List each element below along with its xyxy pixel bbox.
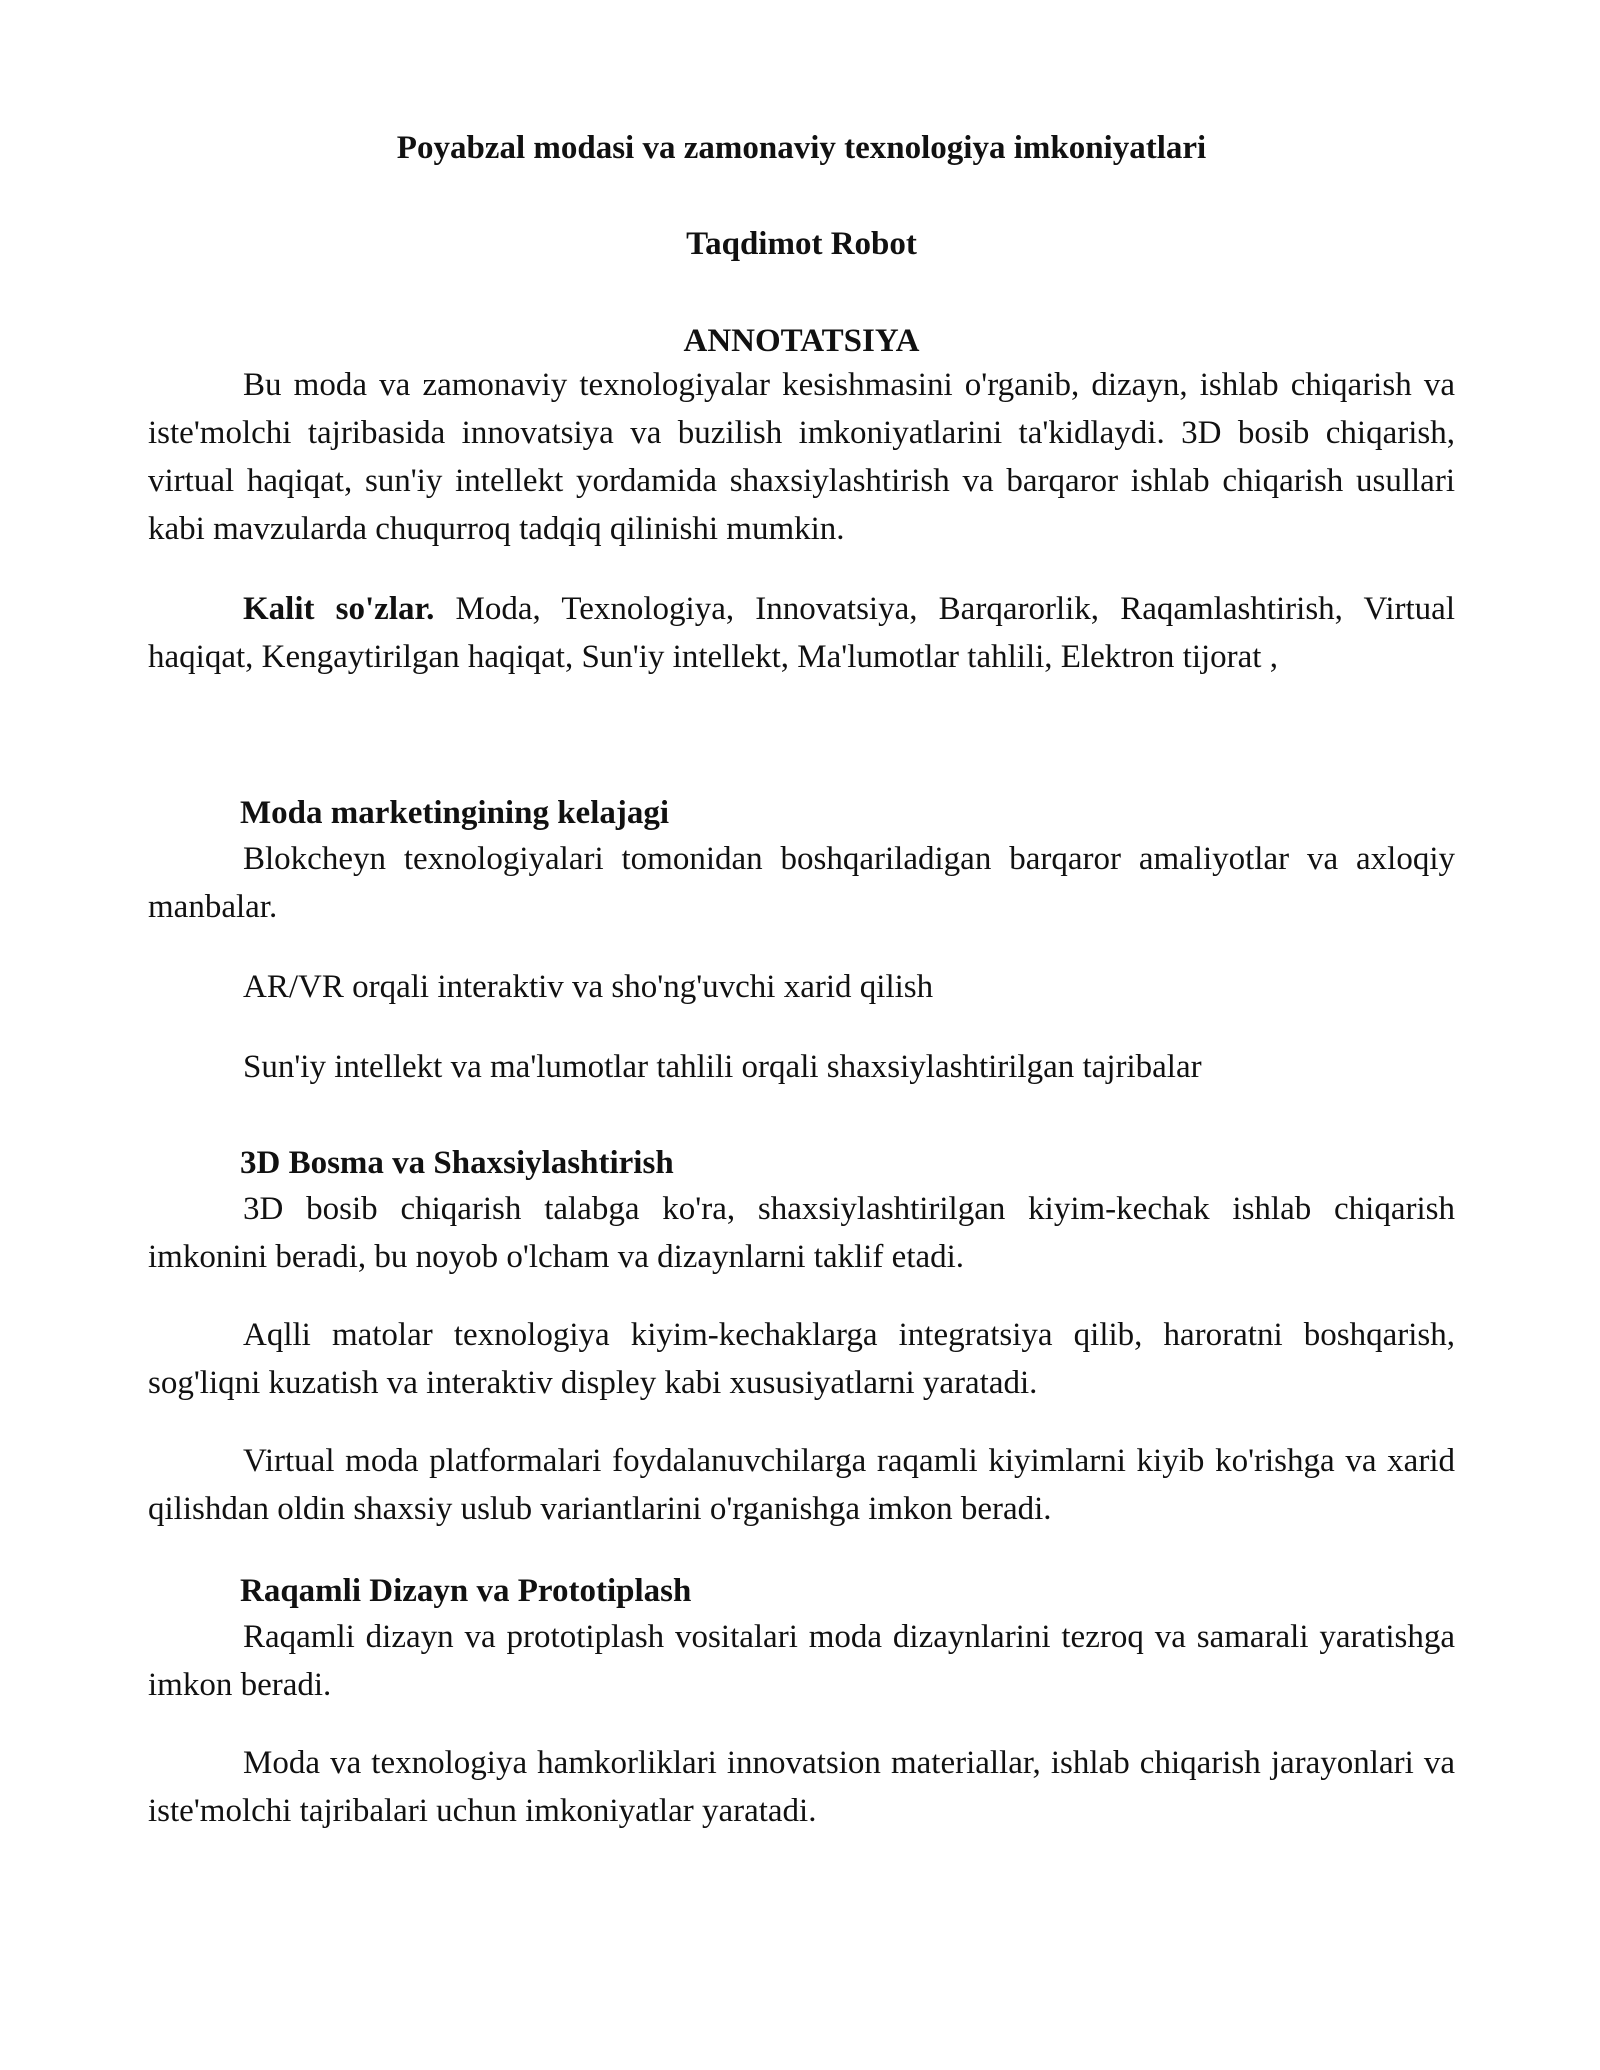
- section-heading-moda-marketingi: Moda marketingining kelajagi: [240, 795, 670, 831]
- keywords-paragraph: [148, 585, 1455, 681]
- section-paragraph: AR/VR orqali interaktiv va sho'ng'uvchi xarid qilish: [243, 969, 934, 1005]
- section-heading-3d-bosma: 3D Bosma va Shaxsiylashtirish: [240, 1145, 674, 1181]
- section-paragraph: 3D bosib chiqarish talabga ko'ra, shaxsiylashtirilgan kiyim-kechak ishlab chiqarish imkonini beradi, bu noyob o'lcham va dizaynlarni taklif etadi.: [148, 1191, 1455, 1275]
- section-paragraph: Aqlli matolar texnologiya kiyim-kechaklarga integratsiya qilib, haroratni boshqarish, sog'liqni kuzatish va interaktiv displey kabi xususiyatlarni yaratadi.: [148, 1317, 1455, 1401]
- section-paragraph: Sun'iy intellekt va ma'lumotlar tahlili orqali shaxsiylashtirilgan tajribalar: [243, 1049, 1202, 1085]
- abstract-paragraph: Bu moda va zamonaviy texnologiyalar kesishmasini o'rganib, dizayn, ishlab chiqarish va iste'molchi tajribasida innovatsiya va buzilish imkoniyatlarini ta'kidlaydi. 3D bosib chiqarish, virtual haqiqat, sun'iy intellekt yordamida shaxsiylashtirish va barqaror ishlab chiqarish usullari kabi mavzularda chuqurroq tadqiq qilinishi mumkin.: [148, 367, 1455, 547]
- section-paragraph: Raqamli dizayn va prototiplash vositalari moda dizaynlarini tezroq va samarali yaratishga imkon beradi.: [148, 1619, 1455, 1703]
- abstract-heading: ANNOTATSIYA: [683, 323, 920, 359]
- section-heading-raqamli-dizayn: Raqamli Dizayn va Prototiplash: [240, 1573, 692, 1609]
- section-paragraph: Moda va texnologiya hamkorliklari innovatsion materiallar, ishlab chiqarish jarayonlari va iste'molchi tajribalari uchun imkoniyatlar yaratadi.: [148, 1745, 1455, 1829]
- keywords-label: Kalit so'zlar.: [243, 591, 435, 627]
- keywords-text: Moda, Texnologiya, Innovatsiya, Barqarorlik, Raqamlashtirish, Virtual haqiqat, Kengaytirilgan haqiqat, Sun'iy intellekt, Ma'lumotlar tahlili, Elektron tijorat ,: [148, 591, 1455, 675]
- document-title: Poyabzal modasi va zamonaviy texnologiya imkoniyatlari: [396, 130, 1207, 166]
- document-author: Taqdimot Robot: [686, 226, 917, 262]
- section-paragraph: Virtual moda platformalari foydalanuvchilarga raqamli kiyimlarni kiyib ko'rishga va xarid qilishdan oldin shaxsiy uslub variantlarini o'rganishga imkon beradi.: [148, 1443, 1455, 1527]
- section-paragraph: Blokcheyn texnologiyalari tomonidan boshqariladigan barqaror amaliyotlar va axloqiy manbalar.: [148, 841, 1455, 925]
